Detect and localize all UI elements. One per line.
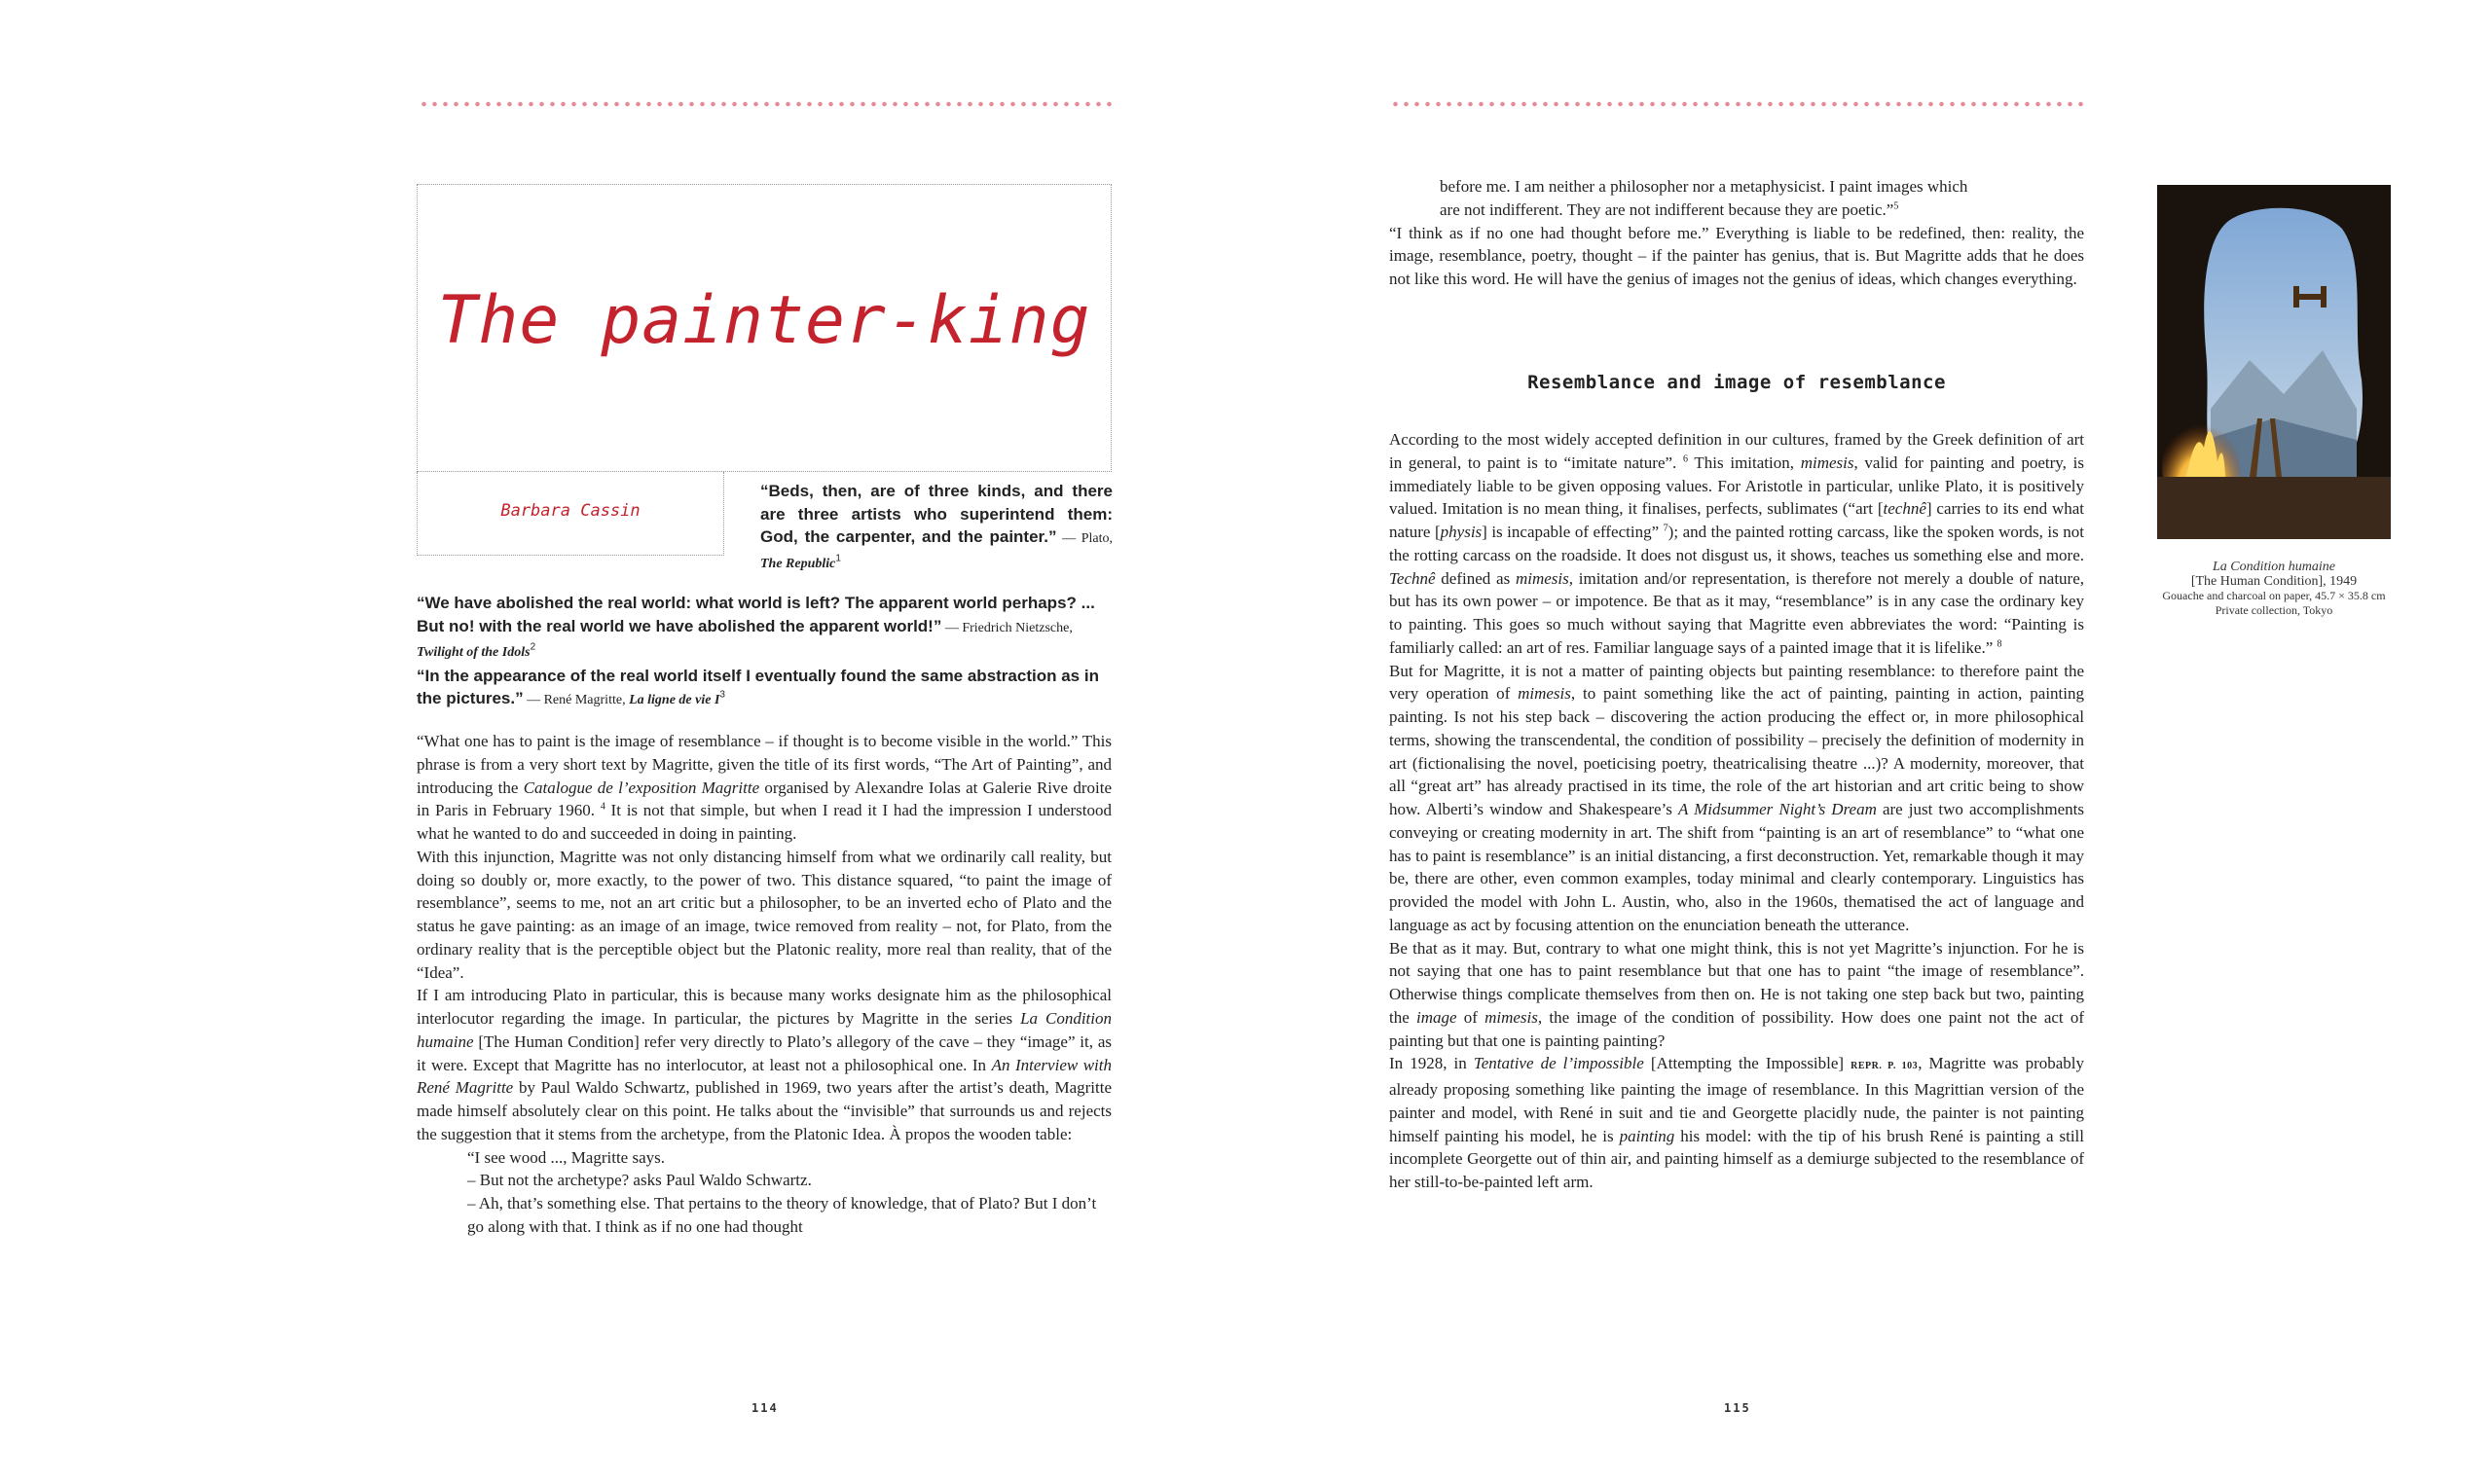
paragraph: In 1928, in Tentative de l’impossible [Attempting the Impossible] REPR. P. 103, Magritte was probably already proposing something like painting the image of resemblance. In this Magrittian version of the painter and model, with René in suit and tie and Georgette placidly nude, the painter is not painting himself painting his model, he is painting his model: with the tip of his brush René is painting a still incomplete Georgette out of thin air, and painting himself as a demiurge subjected to the resemblance of her still-to-be-painted left arm. [1389, 1054, 2085, 1191]
page-number-left: 114 [751, 1401, 779, 1415]
title-box [417, 184, 1112, 472]
epigraph-work: La ligne de vie I [629, 693, 720, 707]
author-box [417, 472, 724, 556]
epigraph-source: — Plato, [1056, 531, 1114, 546]
paragraph: Be that as it may. But, contrary to what one might think, this is not yet Magritte’s injunction. For he is not saying that one has to paint resemblance but that one has to paint “the image of resemblance”. Otherwise things complicate themselves from then on. He is not taking one step back but two, painting the image of mimesis, the image of the condition of possibility. How does one paint not the act of painting but that one is painting painting? [1389, 938, 2084, 1050]
epigraph-source: — René Magritte, [523, 693, 630, 707]
epigraph-work: The Republic [760, 556, 836, 571]
epigraph-text: “In the appearance of the real world itself I eventually found the same abstraction as in the pictures.” [417, 666, 1099, 707]
epigraph-text: “Beds, then, are of three kinds, and there are three artists who superintend them: God, the carpenter, and the painter.” [760, 482, 1113, 546]
epigraph-nietzsche [417, 592, 1112, 665]
paragraph: “What one has to paint is the image of resemblance – if thought is to become visible in the world.” This phrase is from a very short text by Magritte, given the title of its first words, “The Art of Painting”, and introducing the Catalogue de l’exposition Magritte organised by Alexandre Iolas at Galerie Rive droite in Paris in February 1960. $^4$ It is not that simple, but when I read it I had the impression I understood what he wanted to do and succeeded in doing in painting. [417, 732, 1112, 843]
epigraphs [417, 592, 1112, 712]
left-body-text [417, 730, 1112, 1239]
footnote-ref: 2 [530, 641, 536, 653]
footnote-ref: 3 [719, 689, 725, 701]
top-dotted-rule-right [1390, 101, 2085, 107]
plate-reference: REPR. P. 103 [1851, 1061, 1919, 1072]
paragraph: “I think as if no one had thought before me.” Everything is liable to be redefined, then: reality, the image, resemblance, poetry, thought – if the painter has genius, that is. But Magritte adds that he does not like this word. He will have the genius of images not the genius of ideas, which changes everything. [1389, 223, 2084, 288]
dialogue-line: – But not the archetype? asks Paul Waldo Schwartz. [467, 1171, 812, 1190]
right-body-top [1389, 175, 2084, 291]
paragraph: According to the most widely accepted definition in our cultures, framed by the Greek definition of art in general, to paint is to “imitate nature”. $^6$ This imitation, mimesis, valid for painting and poetry, is immediately liable to be given opposing values. For Aristotle in particular, unlike Plato, it is positively valued. Imitation is no mean thing, it finalises, perfects, sublimates (“art [technê] carries to its end what nature [physis] is incapable of effecting” $^7$); and the painted rotting carcass, like the spoken words, is not the rotting carcass on the roadside. It does not disgust us, it shows, teaches us something else and more. Technê defined as mimesis, imitation and/or representation, is therefore not merely a double of nature, but has its own power – or impotence. Be that as it may, “resemblance” is in any case the ordinary key to painting. This goes so much without saying that Magritte even abbreviates the word: “Painting is familiarly called: an art of res. Familiar language says of a painted image that it is lifelike.” $^8$ [1389, 430, 2085, 657]
quote-continuation: before me. I am neither a philosopher nor a metaphysicist. I paint images which are not indifferent. They are not indifferent because they are poetic.”$^5$ [1440, 177, 1968, 219]
epigraph-text: “We have abolished the real world: what world is left? The apparent world perhaps? ... But no! with the real world we have abolished the apparent world!” [417, 594, 1095, 635]
cave-painting-illustration [2157, 185, 2391, 539]
caption-title: La Condition humaine [2212, 560, 2335, 574]
dialogue-line: “I see wood ..., Magritte says. [467, 1147, 666, 1167]
right-body-text [1389, 428, 2084, 1194]
caption-subtitle: [The Human Condition], 1949 [2190, 574, 2358, 589]
painting-image [2157, 185, 2391, 539]
paragraph: With this injunction, Magritte was not only distancing himself from what we ordinarily call reality, but doing so doubly or, more exactly, to the power of two. This distance squared, “to paint the image of resemblance”, seems to me, not an art critic but a philosopher, to be an inverted echo of Plato and the status he gave painting: as an image of an image, twice removed from reality – not, for Plato, from the ordinary reality that is the perceptible object but the Platonic reality, more real than reality, that of the “Idea”. [417, 847, 1112, 982]
footnote-ref: 1 [835, 552, 841, 563]
caption-medium: Gouache and charcoal on paper, 45.7 × 35.8 cm [2162, 589, 2386, 602]
author-name: Barbara Cassin [500, 501, 641, 521]
dialogue-line: – Ah, that’s something else. That pertains to the theory of knowledge, that of Plato? But I don’t go along with that. I think as if no one had thought [467, 1194, 1097, 1236]
section-heading: Resemblance and image of resemblance [1527, 372, 1946, 393]
epigraph-plato [760, 480, 1113, 575]
epigraph-work: Twilight of the Idols [417, 645, 531, 660]
top-dotted-rule-left [419, 101, 1114, 107]
paragraph: If I am introducing Plato in particular, this is because many works designate him as the philosophical interlocutor regarding the image. In particular, the pictures by Magritte in the series La Condition humaine [The Human Condition] refer very directly to Plato’s allegory of the cave – they “image” it, as it were. Except that Magritte has no interlocutor, at least not a philosophical one. In An Interview with René Magritte by Paul Waldo Schwartz, published in 1969, two years after the artist’s death, Magritte made himself absolutely clear on this point. He talks about the “invisible” that surrounds us and rejects the suggestion that it stems from the archetype, from the Platonic Idea. À propos the wooden table: [417, 986, 1113, 1143]
caption-collection: Private collection, Tokyo [2215, 603, 2333, 617]
image-caption [2122, 560, 2426, 618]
epigraph-magritte [417, 665, 1112, 712]
chapter-title: The painter-king [437, 282, 1091, 359]
epigraph-source: — Friedrich Nietzsche, [941, 620, 1073, 635]
page-number-right: 115 [1724, 1401, 1751, 1415]
paragraph: But for Magritte, it is not a matter of painting objects but painting resemblance: to therefore paint the very operation of mimesis, to paint something like the act of painting, painting in action, painting painting. Is not his step back – discovering the action producing the effect or, in more philosophical terms, showing the transcendental, the condition of possibility – precisely the definition of modernity in art (fictionalising the novel, poeticising poetry, theatricalising theatre ...)? A modernity, moreover, that all “great art” has already practised in its time, the role of the art historian and art critic being to show how. Alberti’s window and Shakespeare’s A Midsummer Night’s Dream are just two accomplishments conveying or creating modernity in art. The shift from “painting is an art of resemblance” to “what one has to paint is resemblance” is an initial distancing, a first deconstruction. Yet, remarkable though it may be, there are other, even common examples, today minimal and clearly contemporary. Linguistics has provided the model with John L. Austin, who, also in the 1960s, thematised the act of language and language as act by focusing attention on the enunciation beneath the utterance. [1389, 661, 2084, 934]
